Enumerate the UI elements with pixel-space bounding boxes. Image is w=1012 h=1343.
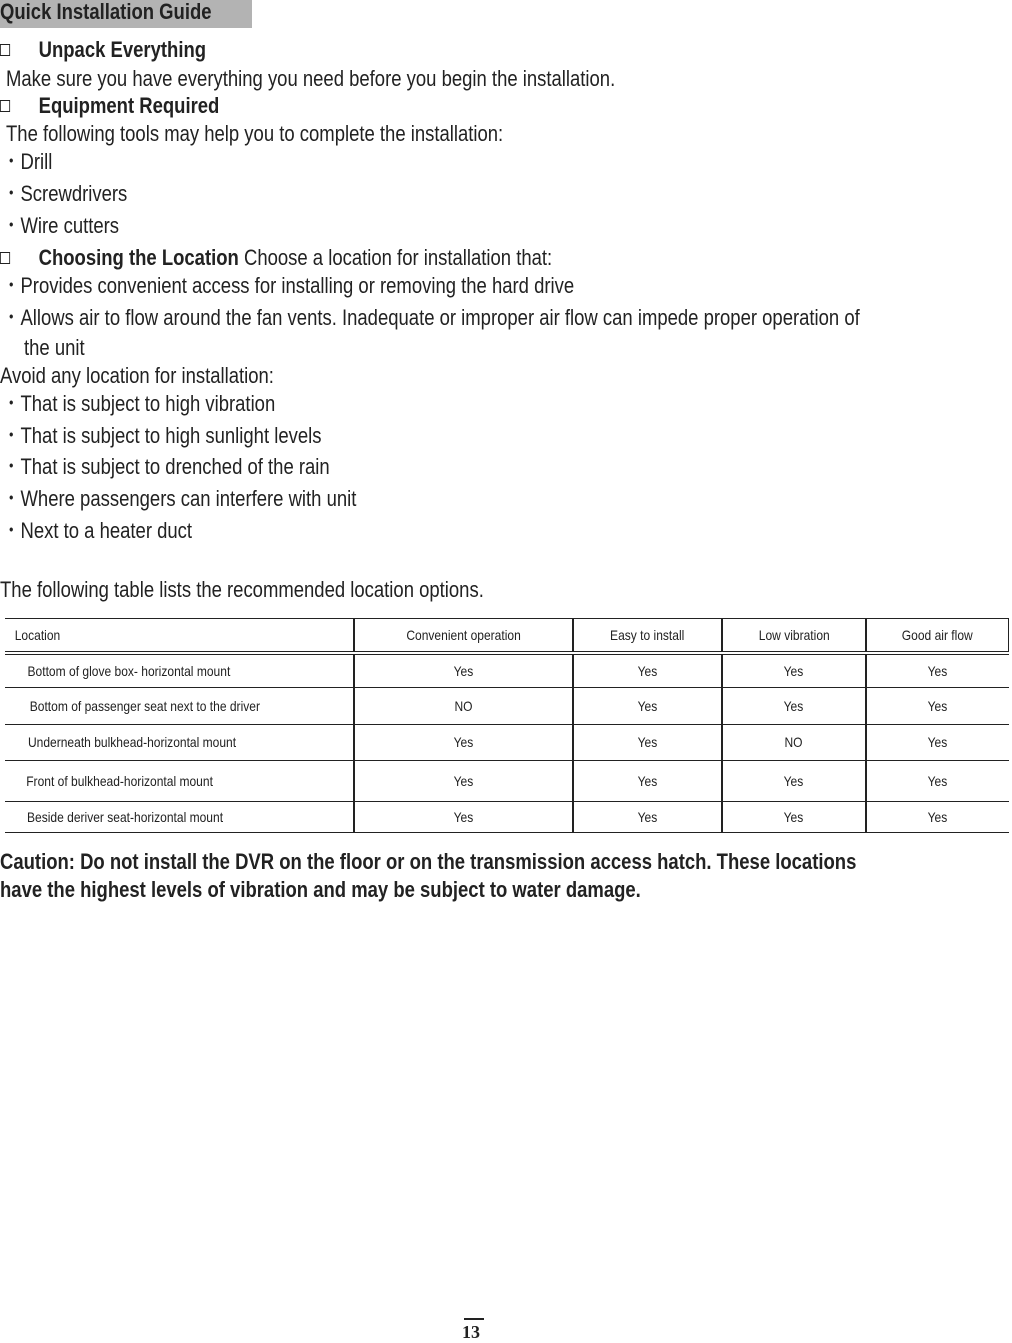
table-row xyxy=(5,653,1009,687)
list-item: ・Next to a heater duct xyxy=(2,518,193,543)
table-cell: Underneath bulkhead-horizontal mount xyxy=(5,724,354,760)
list-item: ・Provides convenient access for installing or removing the hard drive xyxy=(2,273,575,298)
table-cell: Yes xyxy=(722,801,866,832)
table-cell: Yes xyxy=(722,653,866,687)
table-cell: Yes xyxy=(866,724,1009,760)
heading-text: Equipment Required xyxy=(38,93,220,118)
heading-text: Unpack Everything xyxy=(38,37,207,62)
table-row xyxy=(5,760,1009,801)
table-row xyxy=(5,687,1009,724)
table-row xyxy=(5,801,1009,832)
equipment-text: The following tools may help you to complete the installation: xyxy=(6,121,504,146)
list-item: ・Drill xyxy=(2,149,53,174)
table-row xyxy=(5,724,1009,760)
guide-title-bar xyxy=(0,0,252,28)
location-text: Choose a location for installation that: xyxy=(243,245,553,270)
heading-text: Choosing the Location xyxy=(38,245,239,270)
table-cell: Yes xyxy=(573,653,722,687)
header-cell: Easy to install xyxy=(573,619,722,654)
guide-title: Quick Installation Guide xyxy=(0,0,212,24)
table-cell: NO xyxy=(354,687,573,724)
table-cell: Yes xyxy=(573,724,722,760)
heading-location xyxy=(0,245,552,271)
header-cell: Convenient operation xyxy=(354,619,573,654)
header-cell: Good air flow xyxy=(866,619,1009,654)
caution-line-2: have the highest levels of vibration and may be subject to water damage. xyxy=(0,877,641,902)
table-intro: The following table lists the recommended location options. xyxy=(0,577,484,602)
checkbox-icon xyxy=(0,252,10,264)
table-cell: Yes xyxy=(354,801,573,832)
list-item: ・Wire cutters xyxy=(2,213,120,238)
header-cell: Low vibration xyxy=(722,619,866,654)
avoid-text: Avoid any location for installation: xyxy=(0,363,274,388)
table-cell: Yes xyxy=(722,687,866,724)
list-item: ・Allows air to flow around the fan vents. Inadequate or improper air flow can impede proper operation of xyxy=(2,305,860,330)
heading-equipment xyxy=(0,93,219,119)
table-cell: Yes xyxy=(573,801,722,832)
table-cell: Yes xyxy=(866,687,1009,724)
table-cell: Yes xyxy=(866,653,1009,687)
unpack-text: Make sure you have everything you need before you begin the installation. xyxy=(6,66,616,91)
table-cell: Bottom of passenger seat next to the driver xyxy=(5,687,354,724)
table-cell: Yes xyxy=(866,801,1009,832)
table-cell: Yes xyxy=(722,760,866,801)
checkbox-icon xyxy=(0,100,10,112)
list-item-continuation: the unit xyxy=(24,335,85,360)
table-cell: Yes xyxy=(354,653,573,687)
table-cell: Yes xyxy=(354,724,573,760)
list-item: ・That is subject to high vibration xyxy=(2,391,276,416)
list-item: ・That is subject to drenched of the rain xyxy=(2,454,330,479)
header-cell: Location xyxy=(5,619,354,654)
table-cell: Bottom of glove box- horizontal mount xyxy=(5,653,354,687)
list-item: ・That is subject to high sunlight levels xyxy=(2,423,322,448)
table-cell: Yes xyxy=(866,760,1009,801)
location-table xyxy=(5,618,1009,833)
checkbox-icon xyxy=(0,44,10,56)
table-cell: Front of bulkhead-horizontal mount xyxy=(5,760,354,801)
page-number: 13 xyxy=(462,1322,480,1342)
table-header xyxy=(5,619,1009,654)
table-cell: Yes xyxy=(573,687,722,724)
caution-line-1: Caution: Do not install the DVR on the floor or on the transmission access hatch. These locations xyxy=(0,849,857,874)
page-number-rule xyxy=(464,1318,484,1320)
heading-unpack xyxy=(0,37,206,63)
list-item: ・Where passengers can interfere with unit xyxy=(2,486,357,511)
table-cell: Yes xyxy=(573,760,722,801)
table-cell: Yes xyxy=(354,760,573,801)
list-item: ・Screwdrivers xyxy=(2,181,128,206)
table-cell: NO xyxy=(722,724,866,760)
table-cell: Beside deriver seat-horizontal mount xyxy=(5,801,354,832)
